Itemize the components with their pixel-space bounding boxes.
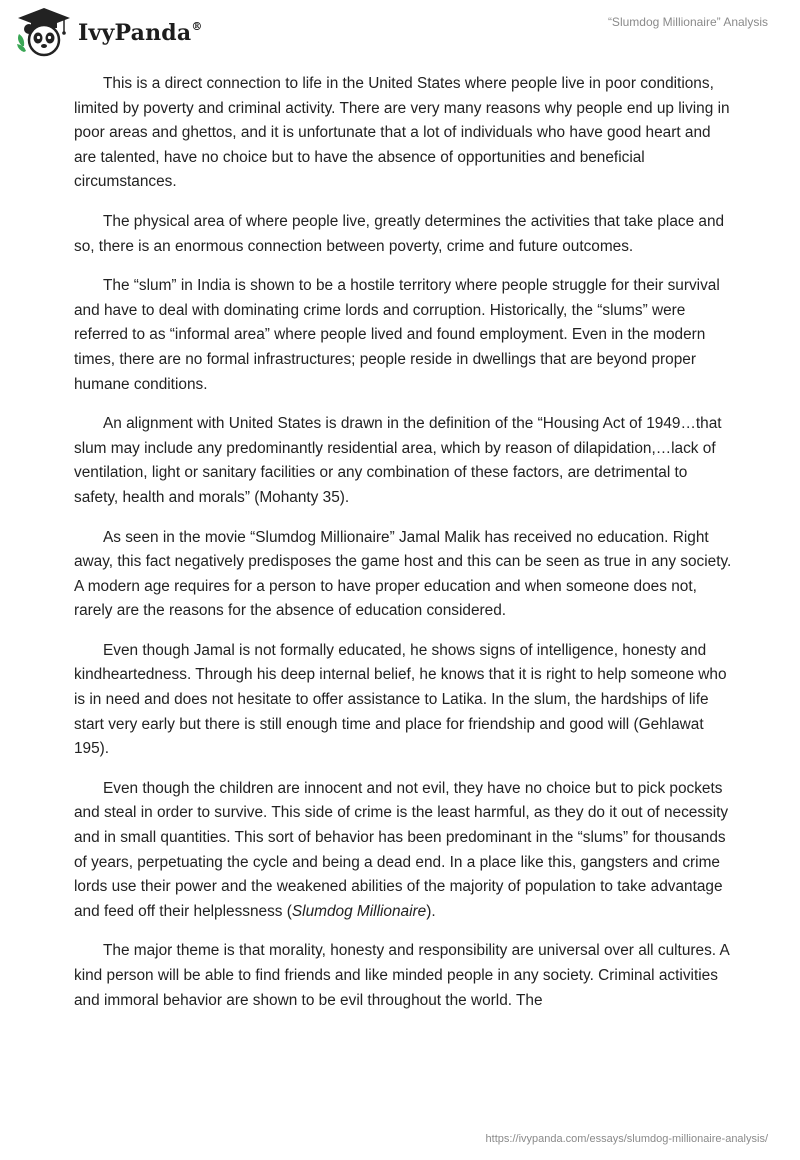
document-title: “Slumdog Millionaire” Analysis bbox=[607, 15, 768, 29]
paragraph: This is a direct connection to life in the United States where people live in poor conditions, limited by poverty and criminal activity. There are very many reasons why people end up living in poor areas and ghettos, and it is unfortunate that a lot of individuals who have good heart and are talented, have no choice but to have the absence of opportunities and beneficial circumstances. bbox=[74, 75, 730, 191]
essay-body bbox=[74, 72, 734, 1028]
source-url[interactable]: https://ivypanda.com/essays/slumdog-millionaire-analysis/ bbox=[485, 1133, 768, 1145]
paragraph-end: ). bbox=[426, 902, 436, 920]
film-title: Slumdog Millionaire bbox=[291, 902, 427, 920]
paragraph: The major theme is that morality, honesty and responsibility are universal over all cultures. A kind person will be able to find friends and like minded people in any society. Criminal activities and immoral behavior are shown to be evil throughout the world. The bbox=[74, 942, 729, 1009]
paragraph bbox=[74, 777, 734, 925]
paragraph: As seen in the movie “Slumdog Millionaire” Jamal Malik has received no education. Right away, this fact negatively predisposes the game host and this can be seen as true in any society. A modern age requires for a person to have proper education and when someone does not, rarely are the reasons for the absence of education considered. bbox=[74, 528, 732, 620]
brand-name[interactable] bbox=[78, 20, 203, 46]
paragraph: The “slum” in India is shown to be a hostile territory where people struggle for their survival and have to deal with dominating crime lords and corruption. Historically, the “slums” were referred to as “informal area” where people lived and found employment. Even in the modern times, there are no formal infrastructures; people reside in dwellings that are beyond proper humane conditions. bbox=[74, 277, 720, 393]
brand-text: IvyPanda bbox=[78, 20, 192, 46]
paragraph: The physical area of where people live, greatly determines the activities that take place and so, there is an enormous connection between poverty, crime and future outcomes. bbox=[74, 212, 725, 255]
page-header bbox=[0, 0, 800, 62]
paragraph: An alignment with United States is drawn in the definition of the “Housing Act of 1949…that slum may include any predominantly residential area, which by reason of dilapidation,…lack of ventilation, light or sanitary facilities or any combination of these factors, are detrimental to safety, health and morals” (Mohanty 35). bbox=[74, 415, 722, 506]
paragraph-text: Even though the children are innocent and not evil, they have no choice but to pick pockets and steal in order to survive. This side of crime is the least harmful, as they do it out of necessity and in small quantities. This sort of behavior has been predominant in the “slums” for thousands of years, perpetuating the cycle and being a dead end. In a place like this, gangsters and crime lords use their power and the weakened abilities of the majority of population to take advantage and feed off their helplessness ( bbox=[74, 779, 729, 920]
panda-graduate-logo-icon bbox=[14, 6, 74, 58]
paragraph: Even though Jamal is not formally educated, he shows signs of intelligence, honesty and kindheartedness. Through his deep internal belief, he knows that it is right to help someone who is in need and does not hesitate to offer assistance to Latika. In the slum, the hardships of life start very early but there is still enough time and place for friendship and good will (Gehlawat 195). bbox=[74, 641, 727, 758]
registered-mark: ® bbox=[191, 19, 203, 33]
